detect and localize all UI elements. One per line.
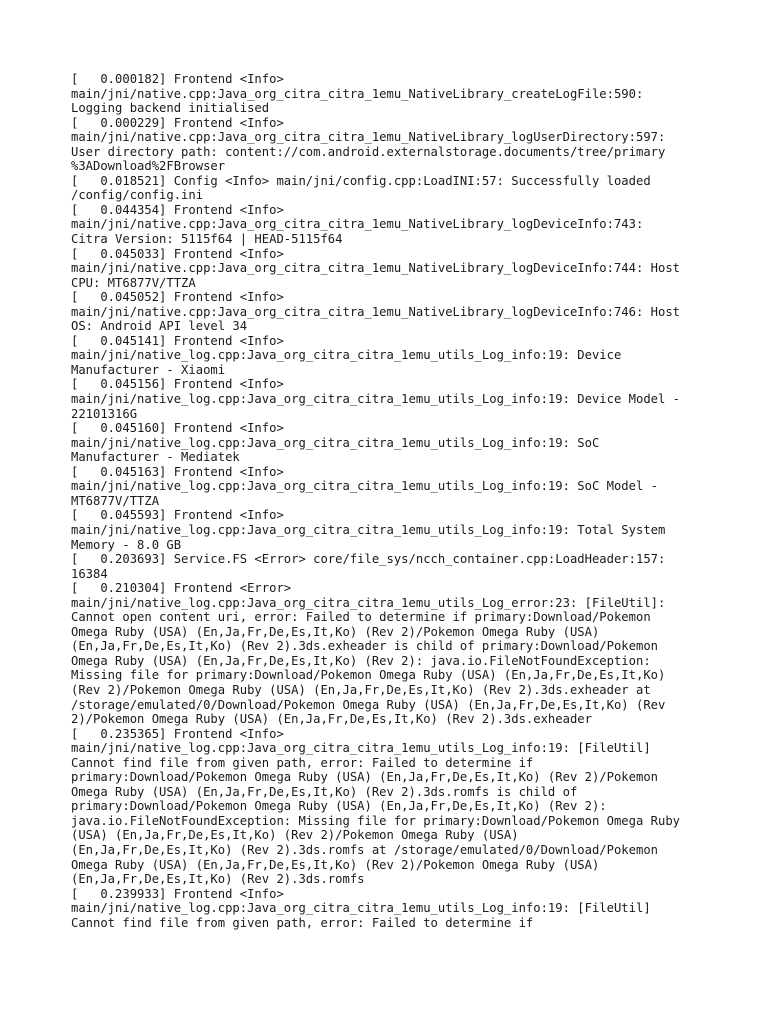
log-line: OS: Android API level 34 — [71, 319, 248, 334]
log-line: main/jni/native_log.cpp:Java_org_citra_citra_1emu_utils_Log_info:19: Device Model - — [71, 392, 681, 407]
log-line: main/jni/native_log.cpp:Java_org_citra_citra_1emu_utils_Log_info:19: [FileUtil] — [71, 901, 651, 916]
log-line: main/jni/native_log.cpp:Java_org_citra_citra_1emu_utils_Log_error:23: [FileUtil]: — [71, 595, 666, 610]
log-line: Omega Ruby (USA) (En,Ja,Fr,De,Es,It,Ko) (Rev 2)/Pokemon Omega Ruby (USA) — [71, 857, 600, 872]
log-line: main/jni/native.cpp:Java_org_citra_citra_1emu_NativeLibrary_logDeviceInfo:744: Host — [71, 261, 681, 276]
log-line: (En,Ja,Fr,De,Es,It,Ko) (Rev 2).3ds.romfs at /storage/emulated/0/Download/Pokemon — [71, 842, 658, 857]
log-line: main/jni/native_log.cpp:Java_org_citra_citra_1emu_utils_Log_info:19: Device — [71, 348, 622, 363]
log-text-block — [71, 72, 731, 930]
log-line: %3ADownload%2FBrowser — [71, 159, 226, 174]
log-line: java.io.FileNotFoundException: Missing file for primary:Download/Pokemon Omega Ruby — [71, 813, 681, 828]
log-line: Omega Ruby (USA) (En,Ja,Fr,De,Es,It,Ko) (Rev 2).3ds.romfs is child of — [71, 784, 578, 799]
log-line: Manufacturer - Mediatek — [71, 450, 240, 465]
log-line: [ 0.045033] Frontend <Info> — [71, 246, 284, 261]
log-line: 22101316G — [71, 406, 138, 421]
log-line: CPU: MT6877V/TTZA — [71, 275, 196, 290]
log-line: main/jni/native.cpp:Java_org_citra_citra_1emu_NativeLibrary_createLogFile:590: — [71, 86, 644, 101]
log-line: [ 0.045052] Frontend <Info> — [71, 290, 284, 305]
log-line: main/jni/native_log.cpp:Java_org_citra_citra_1emu_utils_Log_info:19: Total System — [71, 522, 666, 537]
log-line: [ 0.045163] Frontend <Info> — [71, 464, 284, 479]
log-line: /config/config.ini — [71, 188, 204, 203]
log-line: [ 0.210304] Frontend <Error> — [71, 581, 292, 596]
log-line: [ 0.045160] Frontend <Info> — [71, 421, 284, 436]
log-line: [ 0.045156] Frontend <Info> — [71, 377, 284, 392]
log-line: main/jni/native.cpp:Java_org_citra_citra_1emu_NativeLibrary_logDeviceInfo:743: — [71, 217, 644, 232]
log-line: (USA) (En,Ja,Fr,De,Es,It,Ko) (Rev 2)/Pokemon Omega Ruby (USA) — [71, 828, 519, 843]
log-line: [ 0.018521] Config <Info> main/jni/config.cpp:LoadINI:57: Successfully loaded — [71, 173, 651, 188]
log-line: (En,Ja,Fr,De,Es,It,Ko) (Rev 2).3ds.romfs — [71, 872, 365, 887]
log-line: Cannot open content uri, error: Failed to determine if primary:Download/Pokemon — [71, 610, 651, 625]
log-line: 16384 — [71, 566, 108, 581]
log-line: [ 0.000229] Frontend <Info> — [71, 115, 284, 130]
log-line: [ 0.000182] Frontend <Info> — [71, 72, 284, 86]
log-line: (En,Ja,Fr,De,Es,It,Ko) (Rev 2).3ds.exheader is child of primary:Download/Pokemon — [71, 639, 658, 654]
log-line: Logging backend initialised — [71, 101, 270, 116]
log-line: Memory - 8.0 GB — [71, 537, 182, 552]
log-line: /storage/emulated/0/Download/Pokemon Omega Ruby (USA) (En,Ja,Fr,De,Es,It,Ko) (Rev — [71, 697, 666, 712]
log-line: Citra Version: 5115f64 | HEAD-5115f64 — [71, 232, 343, 247]
log-line: User directory path: content://com.android.externalstorage.documents/tree/primary — [71, 144, 666, 159]
log-line: primary:Download/Pokemon Omega Ruby (USA) (En,Ja,Fr,De,Es,It,Ko) (Rev 2)/Pokemon — [71, 770, 658, 785]
log-line: Omega Ruby (USA) (En,Ja,Fr,De,Es,It,Ko) (Rev 2)/Pokemon Omega Ruby (USA) — [71, 624, 600, 639]
log-line: [ 0.044354] Frontend <Info> — [71, 202, 284, 217]
log-line: [ 0.235365] Frontend <Info> — [71, 726, 284, 741]
log-line: main/jni/native_log.cpp:Java_org_citra_citra_1emu_utils_Log_info:19: [FileUtil] — [71, 741, 651, 756]
log-line: MT6877V/TTZA — [71, 493, 160, 508]
log-line: [ 0.045593] Frontend <Info> — [71, 508, 284, 523]
log-line: (Rev 2)/Pokemon Omega Ruby (USA) (En,Ja,Fr,De,Es,It,Ko) (Rev 2).3ds.exheader at — [71, 682, 651, 697]
log-line: Missing file for primary:Download/Pokemon Omega Ruby (USA) (En,Ja,Fr,De,Es,It,Ko) — [71, 668, 666, 683]
log-line: primary:Download/Pokemon Omega Ruby (USA) (En,Ja,Fr,De,Es,It,Ko) (Rev 2): — [71, 799, 607, 814]
log-line: main/jni/native_log.cpp:Java_org_citra_citra_1emu_utils_Log_info:19: SoC Model - — [71, 479, 658, 494]
log-line: Omega Ruby (USA) (En,Ja,Fr,De,Es,It,Ko) (Rev 2): java.io.FileNotFoundException: — [71, 653, 651, 668]
log-line: main/jni/native_log.cpp:Java_org_citra_citra_1emu_utils_Log_info:19: SoC — [71, 435, 600, 450]
log-line: [ 0.045141] Frontend <Info> — [71, 333, 284, 348]
log-line: [ 0.203693] Service.FS <Error> core/file_sys/ncch_container.cpp:LoadHeader:157: — [71, 552, 666, 567]
log-line: [ 0.239933] Frontend <Info> — [71, 886, 284, 901]
log-line: main/jni/native.cpp:Java_org_citra_citra_1emu_NativeLibrary_logUserDirectory:597: — [71, 130, 666, 145]
log-line: main/jni/native.cpp:Java_org_citra_citra_1emu_NativeLibrary_logDeviceInfo:746: Host — [71, 304, 681, 319]
log-line: Manufacturer - Xiaomi — [71, 362, 226, 377]
log-line: Cannot find file from given path, error: Failed to determine if — [71, 915, 534, 930]
log-line: Cannot find file from given path, error: Failed to determine if — [71, 755, 534, 770]
log-line: 2)/Pokemon Omega Ruby (USA) (En,Ja,Fr,De,Es,It,Ko) (Rev 2).3ds.exheader — [71, 712, 592, 727]
